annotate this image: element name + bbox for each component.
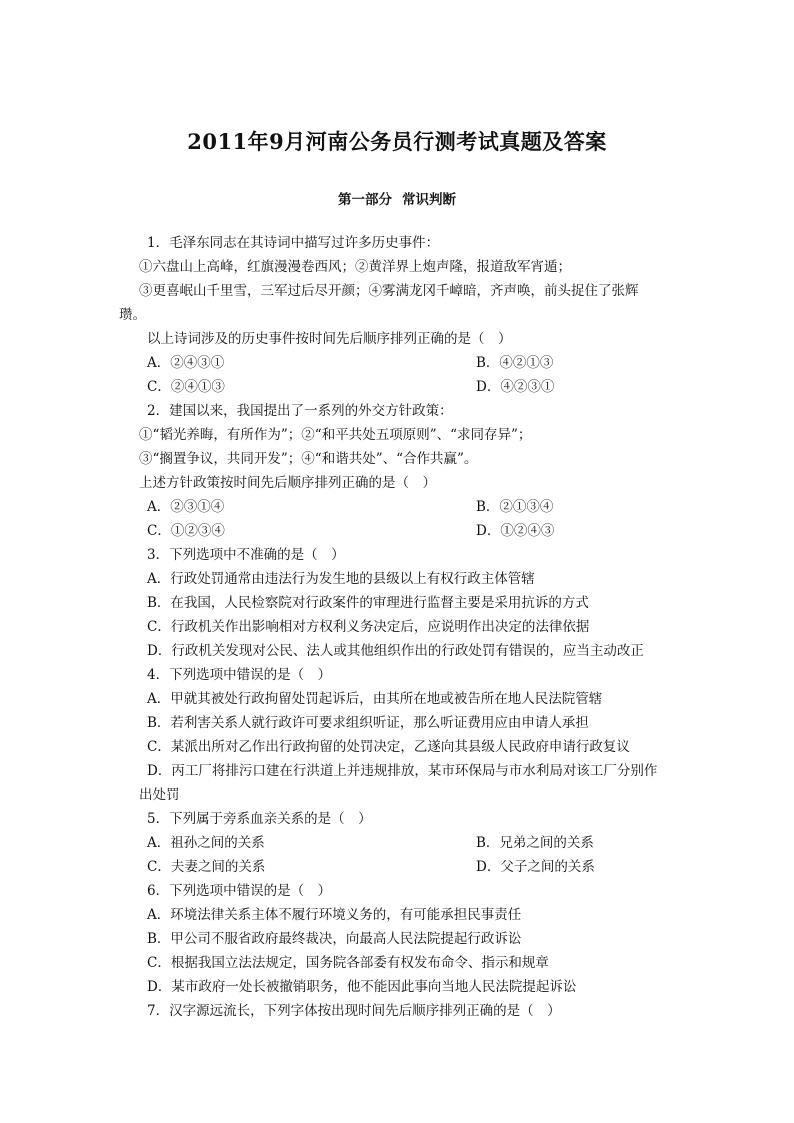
q1-line-1: ①六盘山上高峰，红旗漫漫卷西风；②黄洋界上炮声隆，报道敌军宵遁； — [139, 259, 571, 275]
q3-option-a: A．行政处罚通常由违法行为发生地的县级以上有权行政主体管辖 — [147, 571, 535, 587]
q1-line-3: 瓒。 — [119, 307, 146, 323]
q4-option-d-cont: 出处罚 — [139, 787, 180, 803]
q4-stem: 4．下列选项中错误的是（ ） — [147, 667, 332, 683]
q2-option-d: D．①②④③ — [476, 523, 555, 539]
q1-options-ab — [119, 351, 679, 375]
q5-option-b: B．兄弟之间的关系 — [476, 835, 594, 851]
q1-option-c: C．②④①③ — [147, 379, 225, 395]
q5-option-a: A．祖孙之间的关系 — [147, 835, 265, 851]
q4-option-c: C．某派出所对乙作出行政拘留的处罚决定，乙遂向其县级人民政府申请行政复议 — [147, 739, 630, 755]
q2-option-c: C．①②③④ — [147, 523, 225, 539]
q2-line-1: ①“韬光养晦，有所作为”；②“和平共处五项原则”、“求同存异”； — [139, 427, 532, 443]
q2-stem: 2．建国以来，我国提出了一系列的外交方针政策： — [147, 403, 453, 419]
q2-options-ab — [119, 495, 679, 519]
q6-option-b: B．甲公司不服省政府最终裁决，向最高人民法院提起行政诉讼 — [147, 931, 522, 947]
document-title: 2011年9月河南公务员行测考试真题及答案 — [187, 129, 607, 154]
q1-option-d: D．④②③① — [476, 379, 555, 395]
q5-option-c: C．夫妻之间的关系 — [147, 859, 266, 875]
q2-options-cd — [119, 519, 679, 543]
section-name: 常识判断 — [402, 192, 456, 208]
q6-option-c: C．根据我国立法法规定，国务院各部委有权发布命令、指示和规章 — [147, 955, 549, 971]
q1-line-2: ③更喜岷山千里雪，三军过后尽开颜；④雾满龙冈千嶂暗，齐声唤，前头捉住了张辉 — [139, 283, 639, 299]
q4-option-a: A．甲就其被处行政拘留处罚起诉后，由其所在地或被告所在地人民法院管辖 — [147, 691, 603, 707]
q6-option-d: D．某市政府一处长被撤销职务，他不能因此事向当地人民法院提起诉讼 — [147, 979, 577, 995]
q3-option-b: B．在我国，人民检察院对行政案件的审理进行监督主要是采用抗诉的方式 — [147, 595, 589, 611]
q3-option-c: C．行政机关作出影响相对方权利义务决定后，应说明作出决定的法律依据 — [147, 619, 590, 635]
q1-option-a: A．②④③① — [147, 355, 225, 371]
q1-options-cd — [119, 375, 679, 399]
q1-question: 以上诗词涉及的历史事件按时间先后顺序排列正确的是（ ） — [147, 331, 512, 347]
q6-option-a: A．环境法律关系主体不履行环境义务的，有可能承担民事责任 — [147, 907, 522, 923]
section-heading — [0, 188, 794, 208]
section-part: 第一部分 — [338, 192, 392, 208]
q2-option-b: B．②①③④ — [476, 499, 554, 515]
q5-stem: 5．下列属于旁系血亲关系的是（ ） — [147, 811, 372, 827]
q2-line-2: ③“搁置争议，共同开发”；④“和谐共处”、“合作共赢”。 — [139, 451, 478, 467]
q6-stem: 6．下列选项中错误的是（ ） — [147, 883, 332, 899]
q7-stem: 7．汉字源远流长，下列字体按出现时间先后顺序排列正确的是（ ） — [147, 1003, 561, 1019]
q4-option-d: D．丙工厂将排污口建在行洪道上并违规排放，某市环保局与市水利局对该工厂分别作 — [147, 763, 658, 779]
q3-option-d: D．行政机关发现对公民、法人或其他组织作出的行政处罚有错误的，应当主动改正 — [147, 643, 644, 659]
question-list — [119, 231, 679, 1023]
q3-stem: 3．下列选项中不准确的是（ ） — [147, 547, 345, 563]
q1-option-b: B．④②①③ — [476, 355, 554, 371]
q5-options-cd — [119, 855, 679, 879]
q5-options-ab — [119, 831, 679, 855]
q2-question: 上述方针政策按时间先后顺序排列正确的是（ ） — [139, 475, 436, 491]
q4-option-b: B．若利害关系人就行政许可要求组织听证，那么听证费用应由申请人承担 — [147, 715, 589, 731]
q2-option-a: A．②③①④ — [147, 499, 225, 515]
q5-option-d: D．父子之间的关系 — [476, 859, 595, 875]
q1-stem: 1．毛泽东同志在其诗词中描写过许多历史事件： — [147, 235, 440, 251]
